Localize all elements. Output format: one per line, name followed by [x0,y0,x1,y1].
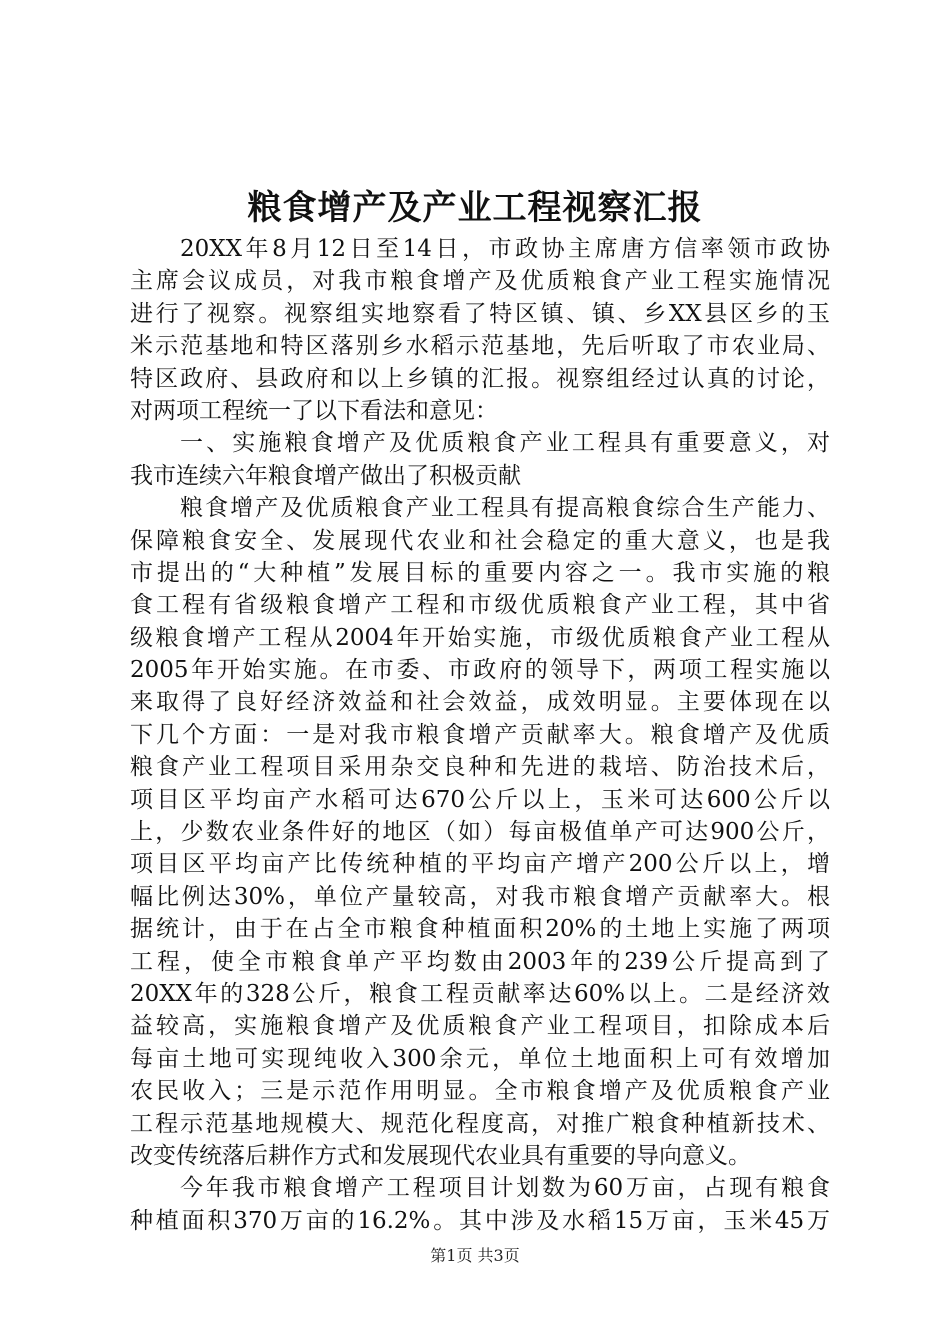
text-line: 农民收入；三是示范作用明显。全市粮食增产及优质粮食产业 [130,1078,830,1105]
text-line: 下几个方面：一是对我市粮食增产贡献率大。粮食增产及优质 [130,721,830,748]
text-line: 对两项工程统一了以下看法和意见： [130,397,498,424]
section-heading-line: 一、实施粮食增产及优质粮食产业工程具有重要意义，对 [180,430,830,457]
text-line: 20XX年8月12日至14日，市政协主席唐方信率领市政协 [180,236,830,262]
text-line: 进行了视察。视察组实地察看了特区镇、镇、乡XX县区乡的玉 [130,300,830,327]
text-line: 上，少数农业条件好的地区（如）每亩极值单产可达900公斤， [130,819,830,846]
document-title: 粮食增产及产业工程视察汇报 [247,188,703,228]
text-line: 特区政府、县政府和以上乡镇的汇报。视察组经过认真的讨论， [130,365,830,392]
text-line: 食工程有省级粮食增产工程和市级优质粮食产业工程，其中省 [130,592,830,619]
text-line: 种植面积370万亩的16.2%。其中涉及水稻15万亩，玉米45万 [130,1207,830,1234]
text-line: 项目区平均亩产比传统种植的平均亩产增产200公斤以上，增 [130,851,830,878]
text-line: 2005年开始实施。在市委、市政府的领导下，两项工程实施以 [130,657,830,684]
page-footer: 第1页 共3页 [430,1246,520,1265]
document-body [130,233,830,1237]
text-line: 20XX年的328公斤，粮食工程贡献率达60%以上。二是经济效 [130,980,830,1007]
section-heading-line: 我市连续六年粮食增产做出了积极贡献 [130,462,521,489]
text-line: 幅比例达30%，单位产量较高，对我市粮食增产贡献率大。根 [130,883,830,910]
text-line: 粮食增产及优质粮食产业工程具有提高粮食综合生产能力、 [180,495,830,522]
text-line: 工程，使全市粮食单产平均数由2003年的239公斤提高到了 [130,948,830,975]
text-line: 来取得了良好经济效益和社会效益，成效明显。主要体现在以 [130,689,830,716]
text-line: 据统计，由于在占全市粮食种植面积20%的土地上实施了两项 [130,916,830,943]
text-line: 粮食产业工程项目采用杂交良种和先进的栽培、防治技术后， [130,754,830,781]
text-line: 今年我市粮食增产工程项目计划数为60万亩，占现有粮食 [180,1175,830,1202]
text-line: 保障粮食安全、发展现代农业和社会稳定的重大意义，也是我 [130,527,830,554]
text-line: 每亩土地可实现纯收入300余元，单位土地面积上可有效增加 [130,1045,830,1072]
text-line: 益较高，实施粮食增产及优质粮食产业工程项目，扣除成本后 [130,1013,830,1040]
text-line: 米示范基地和特区落别乡水稻示范基地，先后听取了市农业局、 [130,333,830,360]
text-line: 市提出的“大种植”发展目标的重要内容之一。我市实施的粮 [130,559,830,586]
text-line: 改变传统落后耕作方式和发展现代农业具有重要的导向意义。 [130,1142,751,1169]
text-line: 项目区平均亩产水稻可达670公斤以上，玉米可达600公斤以 [130,786,830,813]
text-line: 工程示范基地规模大、规范化程度高，对推广粮食种植新技术、 [130,1110,830,1137]
text-line: 主席会议成员，对我市粮食增产及优质粮食产业工程实施情况 [130,268,830,295]
text-line: 级粮食增产工程从2004年开始实施，市级优质粮食产业工程从 [130,624,830,651]
